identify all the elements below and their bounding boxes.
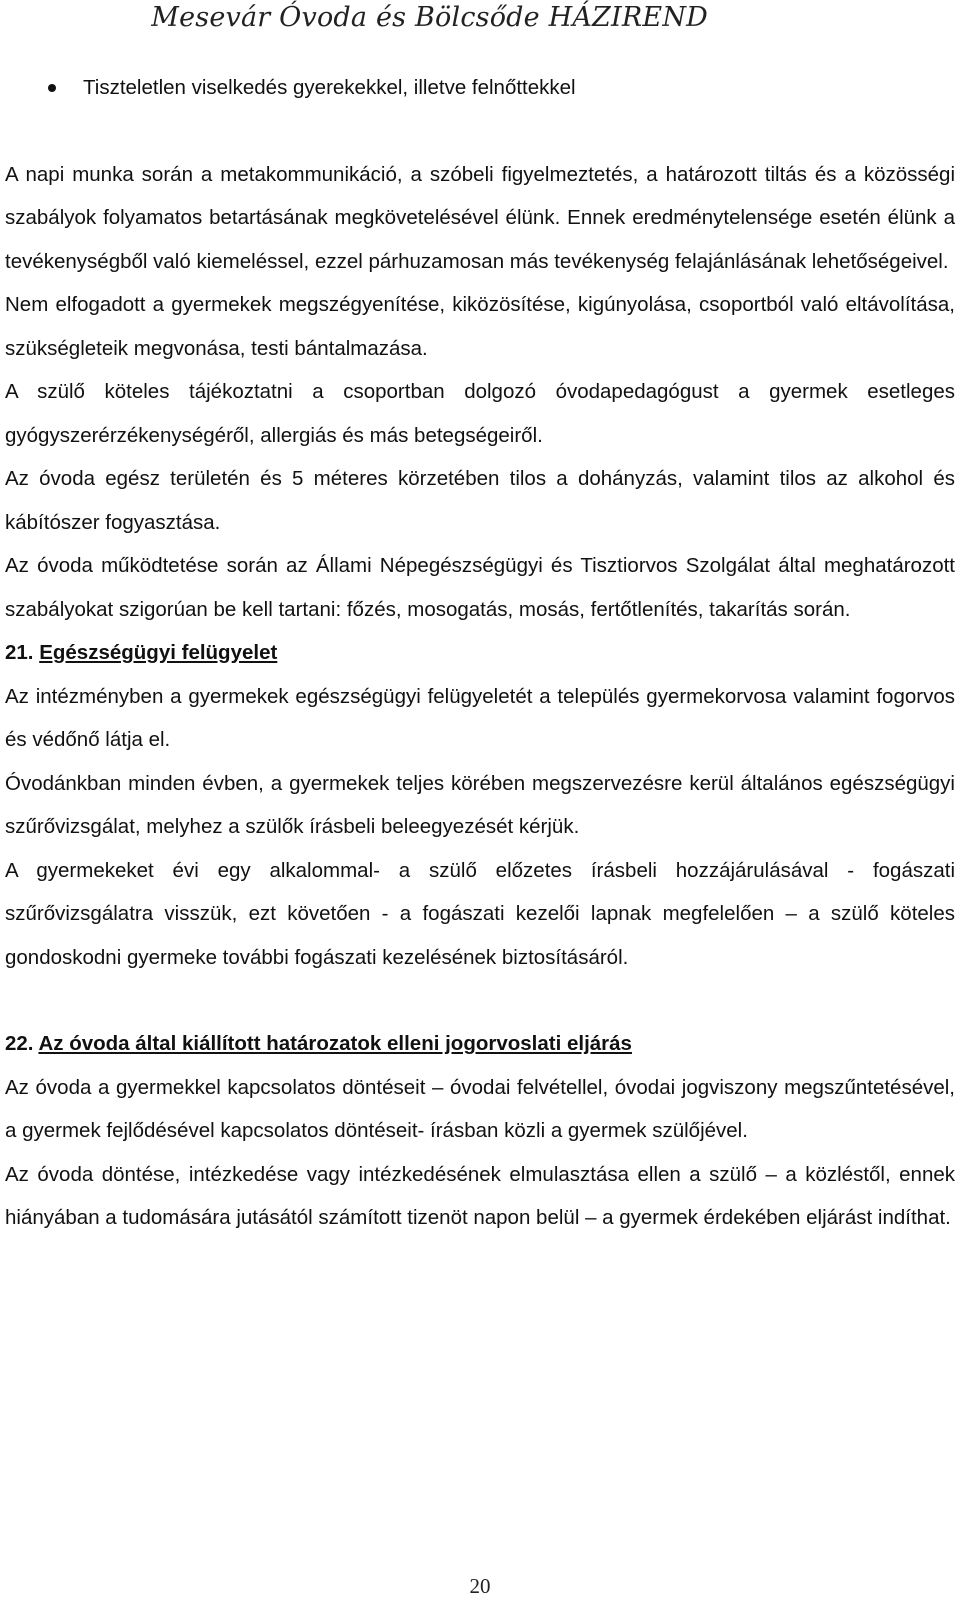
paragraph: Az óvoda döntése, intézkedése vagy intézkedésének elmulasztása ellen a szülő – a közléstől, ennek hiányában a tudomására jutásától számított tizenöt napon belül – a gyermek érdekében eljárást indíthat. — [5, 1162, 955, 1229]
paragraph: Az óvoda működtetése során az Állami Népegészségügyi és Tisztiorvos Szolgálat által meghatározott szabályokat szigorúan be kell tartani: főzés, mosogatás, mosás, fertőtlenítés, takarítás során. — [5, 554, 955, 621]
bullet-item — [5, 66, 955, 110]
page-body — [5, 66, 955, 1240]
section-heading-22 — [5, 1022, 955, 1066]
paragraph: Nem elfogadott a gyermekek megszégyenítése, kiközösítése, kigúnyolása, csoportból való eltávolítása, szükségleteik megvonása, testi bántalmazása. — [5, 293, 955, 360]
section-number: 21. — [5, 641, 34, 664]
paragraph: Az intézményben a gyermekek egészségügyi felügyeletét a település gyermekorvosa valamint fogorvos és védőnő látja el. — [5, 684, 955, 751]
bullet-dot-icon — [48, 84, 56, 92]
section-title: Az óvoda által kiállított határozatok elleni jogorvoslati eljárás — [38, 1032, 632, 1055]
document-header: Mesevár Óvoda és Bölcsőde HÁZIREND — [151, 2, 708, 33]
section-heading-21 — [5, 631, 955, 675]
paragraph: Az óvoda egész területén és 5 méteres körzetében tilos a dohányzás, valamint tilos az alkohol és kábítószer fogyasztása. — [5, 467, 955, 534]
paragraph: Az óvoda a gyermekkel kapcsolatos döntéseit – óvodai felvétellel, óvodai jogviszony megszűntetésével, a gyermek fejlődésével kapcsolatos döntéseit- írásban közli a gyermek szülőjével. — [5, 1075, 955, 1142]
paragraph: A gyermekeket évi egy alkalommal- a szülő előzetes írásbeli hozzájárulásával - fogászati szűrővizsgálatra visszük, ezt követően - a fogászati kezelői lapnak megfelelően – a szülő köteles gondoskodni gyermeke további fogászati kezelésének biztosításáról. — [5, 858, 955, 969]
paragraph: A szülő köteles tájékoztatni a csoportban dolgozó óvodapedagógust a gyermek esetleges gyógyszerérzékenységéről, allergiás és más betegségeiről. — [5, 380, 955, 447]
section-number: 22. — [5, 1032, 34, 1055]
section-title: Egészségügyi felügyelet — [39, 641, 278, 664]
bullet-text: Tiszteletlen viselkedés gyerekekkel, illetve felnőttekkel — [83, 76, 576, 99]
page-number: 20 — [469, 1574, 491, 1598]
paragraph: A napi munka során a metakommunikáció, a szóbeli figyelmeztetés, a határozott tiltás és a közösségi szabályok folyamatos betartásának megkövetelésével élünk. Ennek eredménytelensége esetén élünk a tevékenységből való kiemeléssel, ezzel párhuzamosan más tevékenység felajánlásának lehetőségeivel. — [5, 162, 955, 273]
paragraph: Óvodánkban minden évben, a gyermekek teljes körében megszervezésre kerül általános egészségügyi szűrővizsgálat, melyhez a szülők írásbeli beleegyezését kérjük. — [5, 771, 955, 838]
